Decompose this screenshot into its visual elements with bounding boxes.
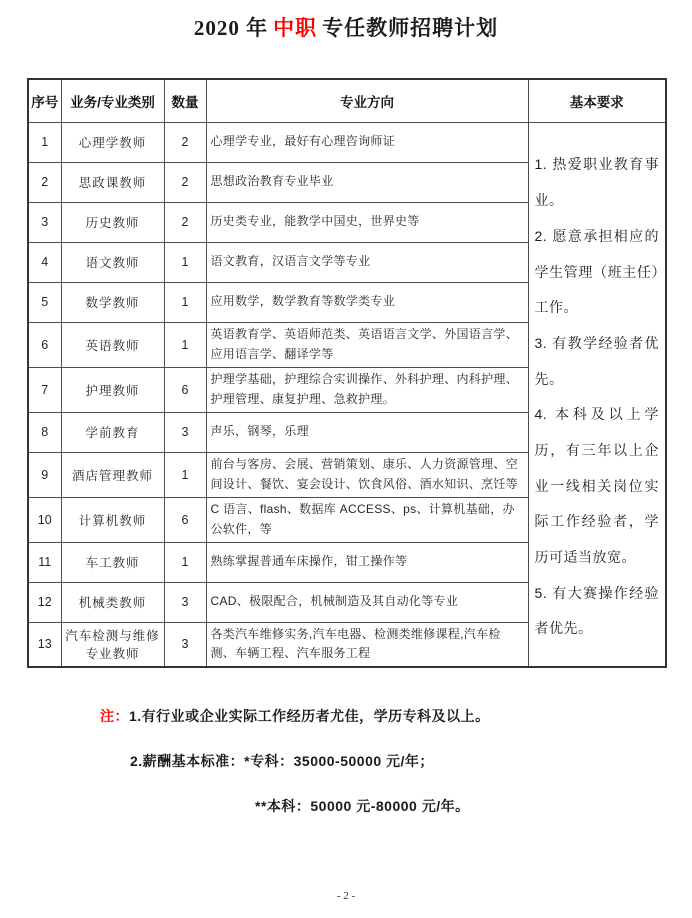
cell-serial-no: 6: [28, 322, 61, 367]
cell-serial-no: 12: [28, 582, 61, 622]
cell-quantity: 3: [164, 582, 206, 622]
cell-direction: 各类汽车维修实务,汽车电器、检测类维修课程,汽车检测、车辆工程、汽车服务工程: [206, 622, 528, 667]
cell-category: 护理教师: [61, 367, 164, 412]
requirement-item: 1. 热爱职业教育事业。: [534, 156, 659, 209]
cell-category: 语文教师: [61, 242, 164, 282]
cell-quantity: 1: [164, 282, 206, 322]
cell-category: 心理学教师: [61, 122, 164, 162]
cell-serial-no: 5: [28, 282, 61, 322]
note-line-2: 2.薪酬基本标准：*专科：35000-50000 元/年；: [130, 753, 434, 769]
cell-direction: 护理学基础，护理综合实训操作、外科护理、内科护理、护理管理、康复护理、急救护理。: [206, 367, 528, 412]
requirement-item: 3. 有教学经验者优先。: [534, 334, 659, 387]
recruitment-plan-table: [27, 78, 667, 668]
cell-direction: C 语言、flash、数据库 ACCESS、ps、计算机基础，办公软件，等: [206, 497, 528, 542]
cell-category: 车工教师: [61, 542, 164, 582]
cell-serial-no: 11: [28, 542, 61, 582]
table-row: [28, 122, 666, 162]
title-suffix: 专任教师招聘计划: [322, 16, 499, 40]
cell-direction: 历史类专业，能教学中国史，世界史等: [206, 202, 528, 242]
cell-serial-no: 13: [28, 622, 61, 667]
note-line-1: [100, 706, 490, 726]
cell-serial-no: 9: [28, 452, 61, 497]
cell-quantity: 1: [164, 242, 206, 282]
cell-basic-requirements: [528, 122, 666, 667]
cell-category: 历史教师: [61, 202, 164, 242]
cell-serial-no: 10: [28, 497, 61, 542]
cell-direction: 应用数学，数学教育等数学类专业: [206, 282, 528, 322]
page-number: - 2 -: [336, 890, 356, 902]
cell-direction: 前台与客房、会展、营销策划、康乐、人力资源管理、空间设计、餐饮、宴会设计、饮食风俗、酒水知识、烹饪等: [206, 452, 528, 497]
cell-serial-no: 1: [28, 122, 61, 162]
cell-direction: 语文教育，汉语言文学等专业: [206, 242, 528, 282]
cell-category: 英语教师: [61, 322, 164, 367]
cell-category: 数学教师: [61, 282, 164, 322]
cell-serial-no: 7: [28, 367, 61, 412]
cell-serial-no: 3: [28, 202, 61, 242]
page-title: [0, 12, 692, 42]
col-header-basic-requirements: 基本要求: [528, 79, 666, 122]
cell-category: 计算机教师: [61, 497, 164, 542]
cell-quantity: 2: [164, 202, 206, 242]
cell-quantity: 1: [164, 452, 206, 497]
requirement-item: 2. 愿意承担相应的学生管理（班主任）工作。: [534, 227, 659, 316]
note-line-1-text: 1.有行业或企业实际工作经历者尤佳，学历专科及以上。: [129, 708, 490, 724]
requirement-item: 4. 本科及以上学历，有三年以上企业一线相关岗位实际工作经验者，学历可适当放宽。: [534, 406, 659, 566]
cell-direction: 心理学专业，最好有心理咨询师证: [206, 122, 528, 162]
title-highlight: 中职: [273, 16, 318, 40]
cell-quantity: 3: [164, 412, 206, 452]
cell-quantity: 3: [164, 622, 206, 667]
cell-quantity: 1: [164, 322, 206, 367]
requirement-item: 5. 有大赛操作经验者优先。: [534, 584, 659, 637]
cell-direction: 英语教育学、英语师范类、英语语言文学、外国语言学、应用语言学、翻译学等: [206, 322, 528, 367]
cell-serial-no: 4: [28, 242, 61, 282]
cell-quantity: 6: [164, 367, 206, 412]
col-header-category: 业务/专业类别: [61, 79, 164, 122]
title-prefix: 2020 年: [193, 16, 269, 40]
table-header-row: [28, 79, 666, 122]
cell-direction: 熟练掌握普通车床操作，钳工操作等: [206, 542, 528, 582]
cell-category: 机械类教师: [61, 582, 164, 622]
cell-serial-no: 2: [28, 162, 61, 202]
cell-quantity: 2: [164, 122, 206, 162]
cell-category: 学前教育: [61, 412, 164, 452]
cell-category: 酒店管理教师: [61, 452, 164, 497]
cell-quantity: 6: [164, 497, 206, 542]
col-header-quantity: 数量: [164, 79, 206, 122]
cell-direction: 思想政治教育专业毕业: [206, 162, 528, 202]
cell-category: 汽车检测与维修专业教师: [61, 622, 164, 667]
note-line-3: **本科：50000 元-80000 元/年。: [255, 798, 470, 814]
cell-direction: CAD、极限配合，机械制造及其自动化等专业: [206, 582, 528, 622]
note-label: 注：: [100, 708, 129, 724]
table-body: [28, 122, 666, 667]
cell-quantity: 1: [164, 542, 206, 582]
cell-serial-no: 8: [28, 412, 61, 452]
cell-direction: 声乐，钢琴，乐理: [206, 412, 528, 452]
cell-category: 思政课教师: [61, 162, 164, 202]
col-header-major-direction: 专业方向: [206, 79, 528, 122]
cell-quantity: 2: [164, 162, 206, 202]
col-header-serial-no: 序号: [28, 79, 61, 122]
notes-section: [100, 706, 490, 841]
